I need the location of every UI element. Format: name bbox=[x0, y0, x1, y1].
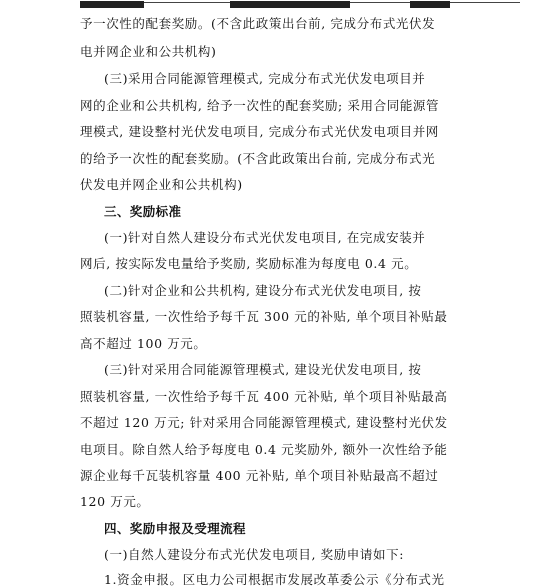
body-text-line: 1.资金申报。区电力公司根据市发展改革委公示《分布式光 bbox=[104, 572, 445, 587]
body-text-line: (一)自然人建设分布式光伏发电项目, 奖励申请如下: bbox=[104, 547, 405, 562]
body-text-line: 网的企业和公共机构, 给予一次性的配套奖励; 采用合同能源管 bbox=[80, 98, 440, 113]
body-text-line: 不超过 120 万元; 针对采用合同能源管理模式, 建设整村光伏发 bbox=[80, 415, 448, 430]
body-text-line: 照装机容量, 一次性给予每千瓦 400 元补贴, 单个项目补贴最高 bbox=[80, 389, 448, 404]
body-text-line: 伏发电并网企业和公共机构) bbox=[80, 177, 243, 192]
cropped-text-fragment bbox=[410, 1, 450, 8]
section-heading: 四、奖励申报及受理流程 bbox=[104, 521, 246, 536]
body-text-line: (二)针对企业和公共机构, 建设分布式光伏发电项目, 按 bbox=[104, 283, 422, 298]
body-text-line: 电并网企业和公共机构) bbox=[80, 44, 217, 59]
body-text-line: 网后, 按实际发电量给予奖励, 奖励标准为每度电 0.4 元。 bbox=[80, 256, 418, 271]
body-text-line: (三)采用合同能源管理模式, 完成分布式光伏发电项目并 bbox=[104, 71, 426, 86]
body-text-line: 照装机容量, 一次性给予每千瓦 300 元的补贴, 单个项目补贴最 bbox=[80, 309, 448, 324]
body-text-line: 予一次性的配套奖励。(不含此政策出台前, 完成分布式光伏发 bbox=[80, 16, 436, 31]
cropped-text-fragment bbox=[230, 1, 350, 8]
body-text-line: 电项目。除自然人给予每度电 0.4 元奖励外, 额外一次性给予能 bbox=[80, 442, 448, 457]
body-text-line: 理模式, 建设整村光伏发电项目, 完成分布式光伏发电项目并网 bbox=[80, 124, 439, 139]
cropped-text-fragment bbox=[80, 1, 144, 8]
section-heading: 三、奖励标准 bbox=[104, 204, 182, 219]
body-text-line: 源企业每千瓦装机容量 400 元补贴, 单个项目补贴最高不超过 bbox=[80, 468, 439, 483]
document-page bbox=[80, 0, 520, 587]
body-text-line: 的给予一次性的配套奖励。(不含此政策出台前, 完成分布式光 bbox=[80, 151, 436, 166]
body-text-line: 高不超过 100 万元。 bbox=[80, 336, 207, 351]
body-text-line: 120 万元。 bbox=[80, 494, 150, 509]
body-text-line: (三)针对采用合同能源管理模式, 建设光伏发电项目, 按 bbox=[104, 362, 422, 377]
body-text-line: (一)针对自然人建设分布式光伏发电项目, 在完成安装并 bbox=[104, 230, 426, 245]
